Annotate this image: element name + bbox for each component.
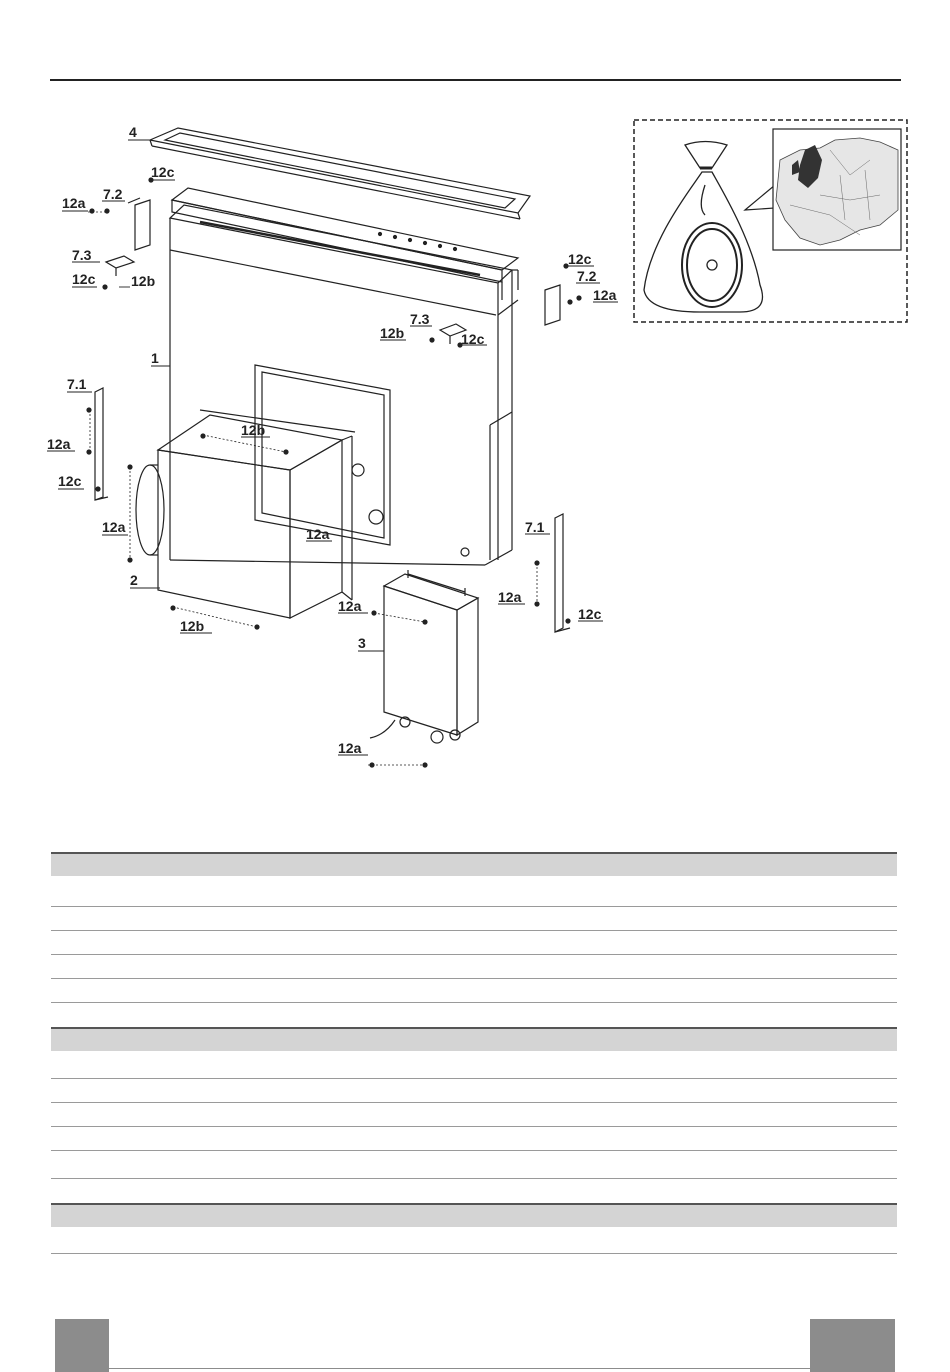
label-12a-box-bottom: 12a xyxy=(338,740,362,756)
label-12a-box-top: 12a xyxy=(338,598,362,614)
table-row xyxy=(51,1151,897,1179)
label-part-2: 2 xyxy=(130,572,138,588)
table-section-header xyxy=(51,1029,897,1051)
part-7-2-right-bracket xyxy=(545,285,560,325)
table-row xyxy=(51,955,897,979)
table-row xyxy=(51,907,897,931)
label-7-3-right: 7.3 xyxy=(410,311,430,327)
label-part-1: 1 xyxy=(151,350,159,366)
part-7-2-left-bracket xyxy=(128,198,150,250)
label-12c-left: 12c xyxy=(72,271,96,287)
label-7-3-left: 7.3 xyxy=(72,247,92,263)
label-7-2-left: 7.2 xyxy=(103,186,123,202)
table-row xyxy=(51,1079,897,1103)
label-12b-left: 12b xyxy=(131,273,156,289)
table-row xyxy=(51,931,897,955)
label-12b-right: 12b xyxy=(380,325,405,341)
table-row xyxy=(51,1227,897,1254)
table-row xyxy=(51,1127,897,1151)
label-part-3: 3 xyxy=(358,635,366,651)
part-4-top-frame xyxy=(150,128,530,219)
label-12a-right-leg: 12a xyxy=(498,589,522,605)
table-section-1 xyxy=(51,852,897,1027)
label-part-4: 4 xyxy=(129,124,137,140)
parts-table xyxy=(51,852,897,1254)
label-12a-fan-right: 12a xyxy=(306,526,330,542)
part-3-electronics-box xyxy=(370,570,478,743)
part-7-1-left-leg xyxy=(95,388,108,500)
label-12a-right-top: 12a xyxy=(593,287,617,303)
label-12c-top: 12c xyxy=(151,164,175,180)
part-7-1-right-leg xyxy=(555,514,570,632)
footer-rule xyxy=(109,1368,810,1369)
table-section-2 xyxy=(51,1027,897,1203)
table-row xyxy=(51,1179,897,1203)
part-2-fan-box xyxy=(136,415,352,618)
label-12b-fan-top: 12b xyxy=(241,422,266,438)
part-7-3-left-bracket xyxy=(106,256,134,276)
label-12a-left-leg: 12a xyxy=(47,436,71,452)
table-row xyxy=(51,1103,897,1127)
footer-page-box-left xyxy=(55,1319,109,1372)
table-section-header xyxy=(51,1205,897,1227)
table-row xyxy=(51,979,897,1003)
table-row xyxy=(51,1051,897,1079)
label-12b-fan-bottom: 12b xyxy=(180,618,205,634)
label-7-1-left: 7.1 xyxy=(67,376,87,392)
table-section-header xyxy=(51,854,897,876)
bag-icon xyxy=(644,142,763,313)
footer-page-box-right xyxy=(810,1319,895,1372)
table-row xyxy=(51,876,897,907)
part-1-main-body xyxy=(170,188,518,565)
label-12c-right-leg: 12c xyxy=(578,606,602,622)
table-section-3 xyxy=(51,1203,897,1254)
label-12a-left-top: 12a xyxy=(62,195,86,211)
europe-map-icon xyxy=(773,129,901,250)
label-12a-fan-left: 12a xyxy=(102,519,126,535)
label-7-2-right: 7.2 xyxy=(577,268,597,284)
label-12c-mid: 12c xyxy=(461,331,485,347)
inset-power-cord-map xyxy=(634,120,907,322)
label-12c-left-leg: 12c xyxy=(58,473,82,489)
label-7-1-right: 7.1 xyxy=(525,519,545,535)
table-row xyxy=(51,1003,897,1027)
label-12c-right: 12c xyxy=(568,251,592,267)
